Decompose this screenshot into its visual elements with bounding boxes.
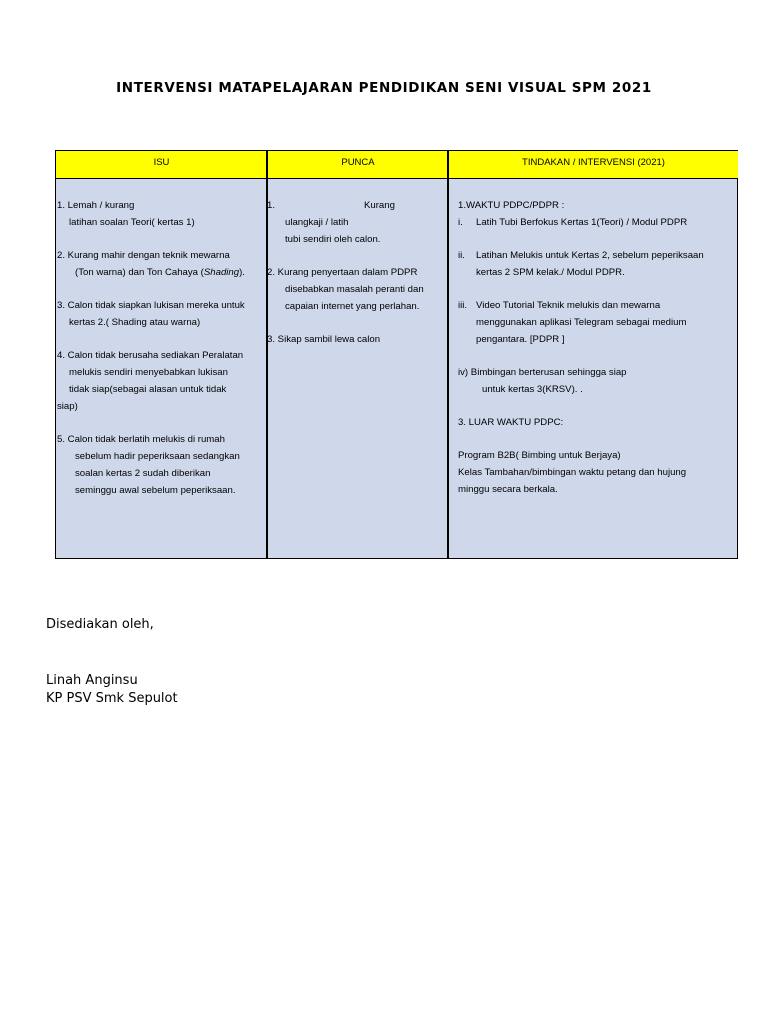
- isu-5-line2: sebelum hadir peperiksaan sedangkan: [75, 451, 240, 462]
- tindakan-kelas-line1: Kelas Tambahan/bimbingan waktu petang dan hujung: [458, 467, 687, 478]
- isu-2-line1: 2. Kurang mahir dengan teknik mewarna: [57, 250, 230, 261]
- tindakan-heading-1: 1.WAKTU PDPC/PDPR :: [458, 200, 565, 211]
- tindakan-iv-line2: untuk kertas 3(KRSV). .: [482, 384, 583, 395]
- tindakan-kelas-line2: minggu secara berkala.: [458, 484, 558, 495]
- punca-2-line2: disebabkan masalah peranti dan: [285, 284, 424, 295]
- tindakan-ii-line1: Latihan Melukis untuk Kertas 2, sebelum peperiksaan: [476, 250, 704, 261]
- isu-1-line2: latihan soalan Teori( kertas 1): [69, 217, 195, 228]
- punca-2-line1: 2. Kurang penyertaan dalam PDPR: [267, 267, 418, 278]
- isu-4-line2: melukis sendiri menyebabkan lukisan: [69, 367, 228, 378]
- punca-1-line2: ulangkaji / latih: [285, 217, 349, 228]
- isu-3-line1: 3. Calon tidak siapkan lukisan mereka untuk: [57, 300, 245, 311]
- header-tindakan: TINDAKAN / INTERVENSI (2021): [449, 151, 738, 179]
- tindakan-i-text: Latih Tubi Berfokus Kertas 1(Teori) / Modul PDPR: [476, 217, 688, 228]
- isu-5-line3: soalan kertas 2 sudah diberikan: [75, 468, 211, 479]
- preparer-position: KP PSV Smk Sepulot: [46, 691, 178, 706]
- tindakan-iii-line1: Video Tutorial Teknik melukis dan mewarna: [476, 300, 661, 311]
- tindakan-program: Program B2B( Bimbing untuk Berjaya): [458, 450, 621, 461]
- header-isu: ISU: [56, 151, 267, 179]
- intervention-table: [55, 150, 738, 559]
- tindakan-ii-line2: kertas 2 SPM kelak./ Modul PDPR.: [476, 267, 625, 278]
- isu-5-line4: seminggu awal sebelum peperiksaan.: [75, 485, 236, 496]
- tindakan-column: [458, 197, 736, 498]
- tindakan-heading-3: 3. LUAR WAKTU PDPC:: [458, 417, 564, 428]
- punca-2-line3: capaian internet yang perlahan.: [285, 301, 420, 312]
- document-title: INTERVENSI MATAPELAJARAN PENDIDIKAN SENI VISUAL SPM 2021: [116, 80, 652, 96]
- column-divider: [447, 151, 449, 558]
- tindakan-iii-number: iii.: [458, 300, 468, 311]
- isu-3-line2: kertas 2.( Shading atau warna): [69, 317, 201, 328]
- isu-1-line1: 1. Lemah / kurang: [57, 200, 135, 211]
- isu-5-line1: 5. Calon tidak berlatih melukis di rumah: [57, 434, 225, 445]
- tindakan-ii-number: ii.: [458, 250, 465, 261]
- header-punca: PUNCA: [267, 151, 449, 179]
- tindakan-i-number: i.: [458, 217, 463, 228]
- punca-1-line3: tubi sendiri oleh calon.: [285, 234, 381, 245]
- isu-2-line2: (Ton warna) dan Ton Cahaya (Shading).: [75, 267, 245, 278]
- punca-1-number: 1.: [267, 200, 276, 211]
- isu-4-line4: siap): [57, 401, 78, 412]
- preparer-name: Linah Anginsu: [46, 673, 138, 688]
- punca-3-line1: 3. Sikap sambil lewa calon: [267, 334, 381, 345]
- isu-4-line1: 4. Calon tidak berusaha sediakan Peralatan: [57, 350, 244, 361]
- prepared-by-label: Disediakan oleh,: [46, 617, 154, 632]
- punca-column: [267, 197, 445, 348]
- tindakan-iv-line1: iv) Bimbingan berterusan sehingga siap: [458, 367, 627, 378]
- tindakan-iii-line3: pengantara. [PDPR ]: [476, 334, 565, 345]
- tindakan-iii-line2: menggunakan aplikasi Telegram sebagai medium: [476, 317, 687, 328]
- punca-1-word: Kurang: [364, 200, 395, 211]
- isu-4-line3: tidak siap(sebagai alasan untuk tidak: [69, 384, 227, 395]
- isu-column: [57, 197, 265, 499]
